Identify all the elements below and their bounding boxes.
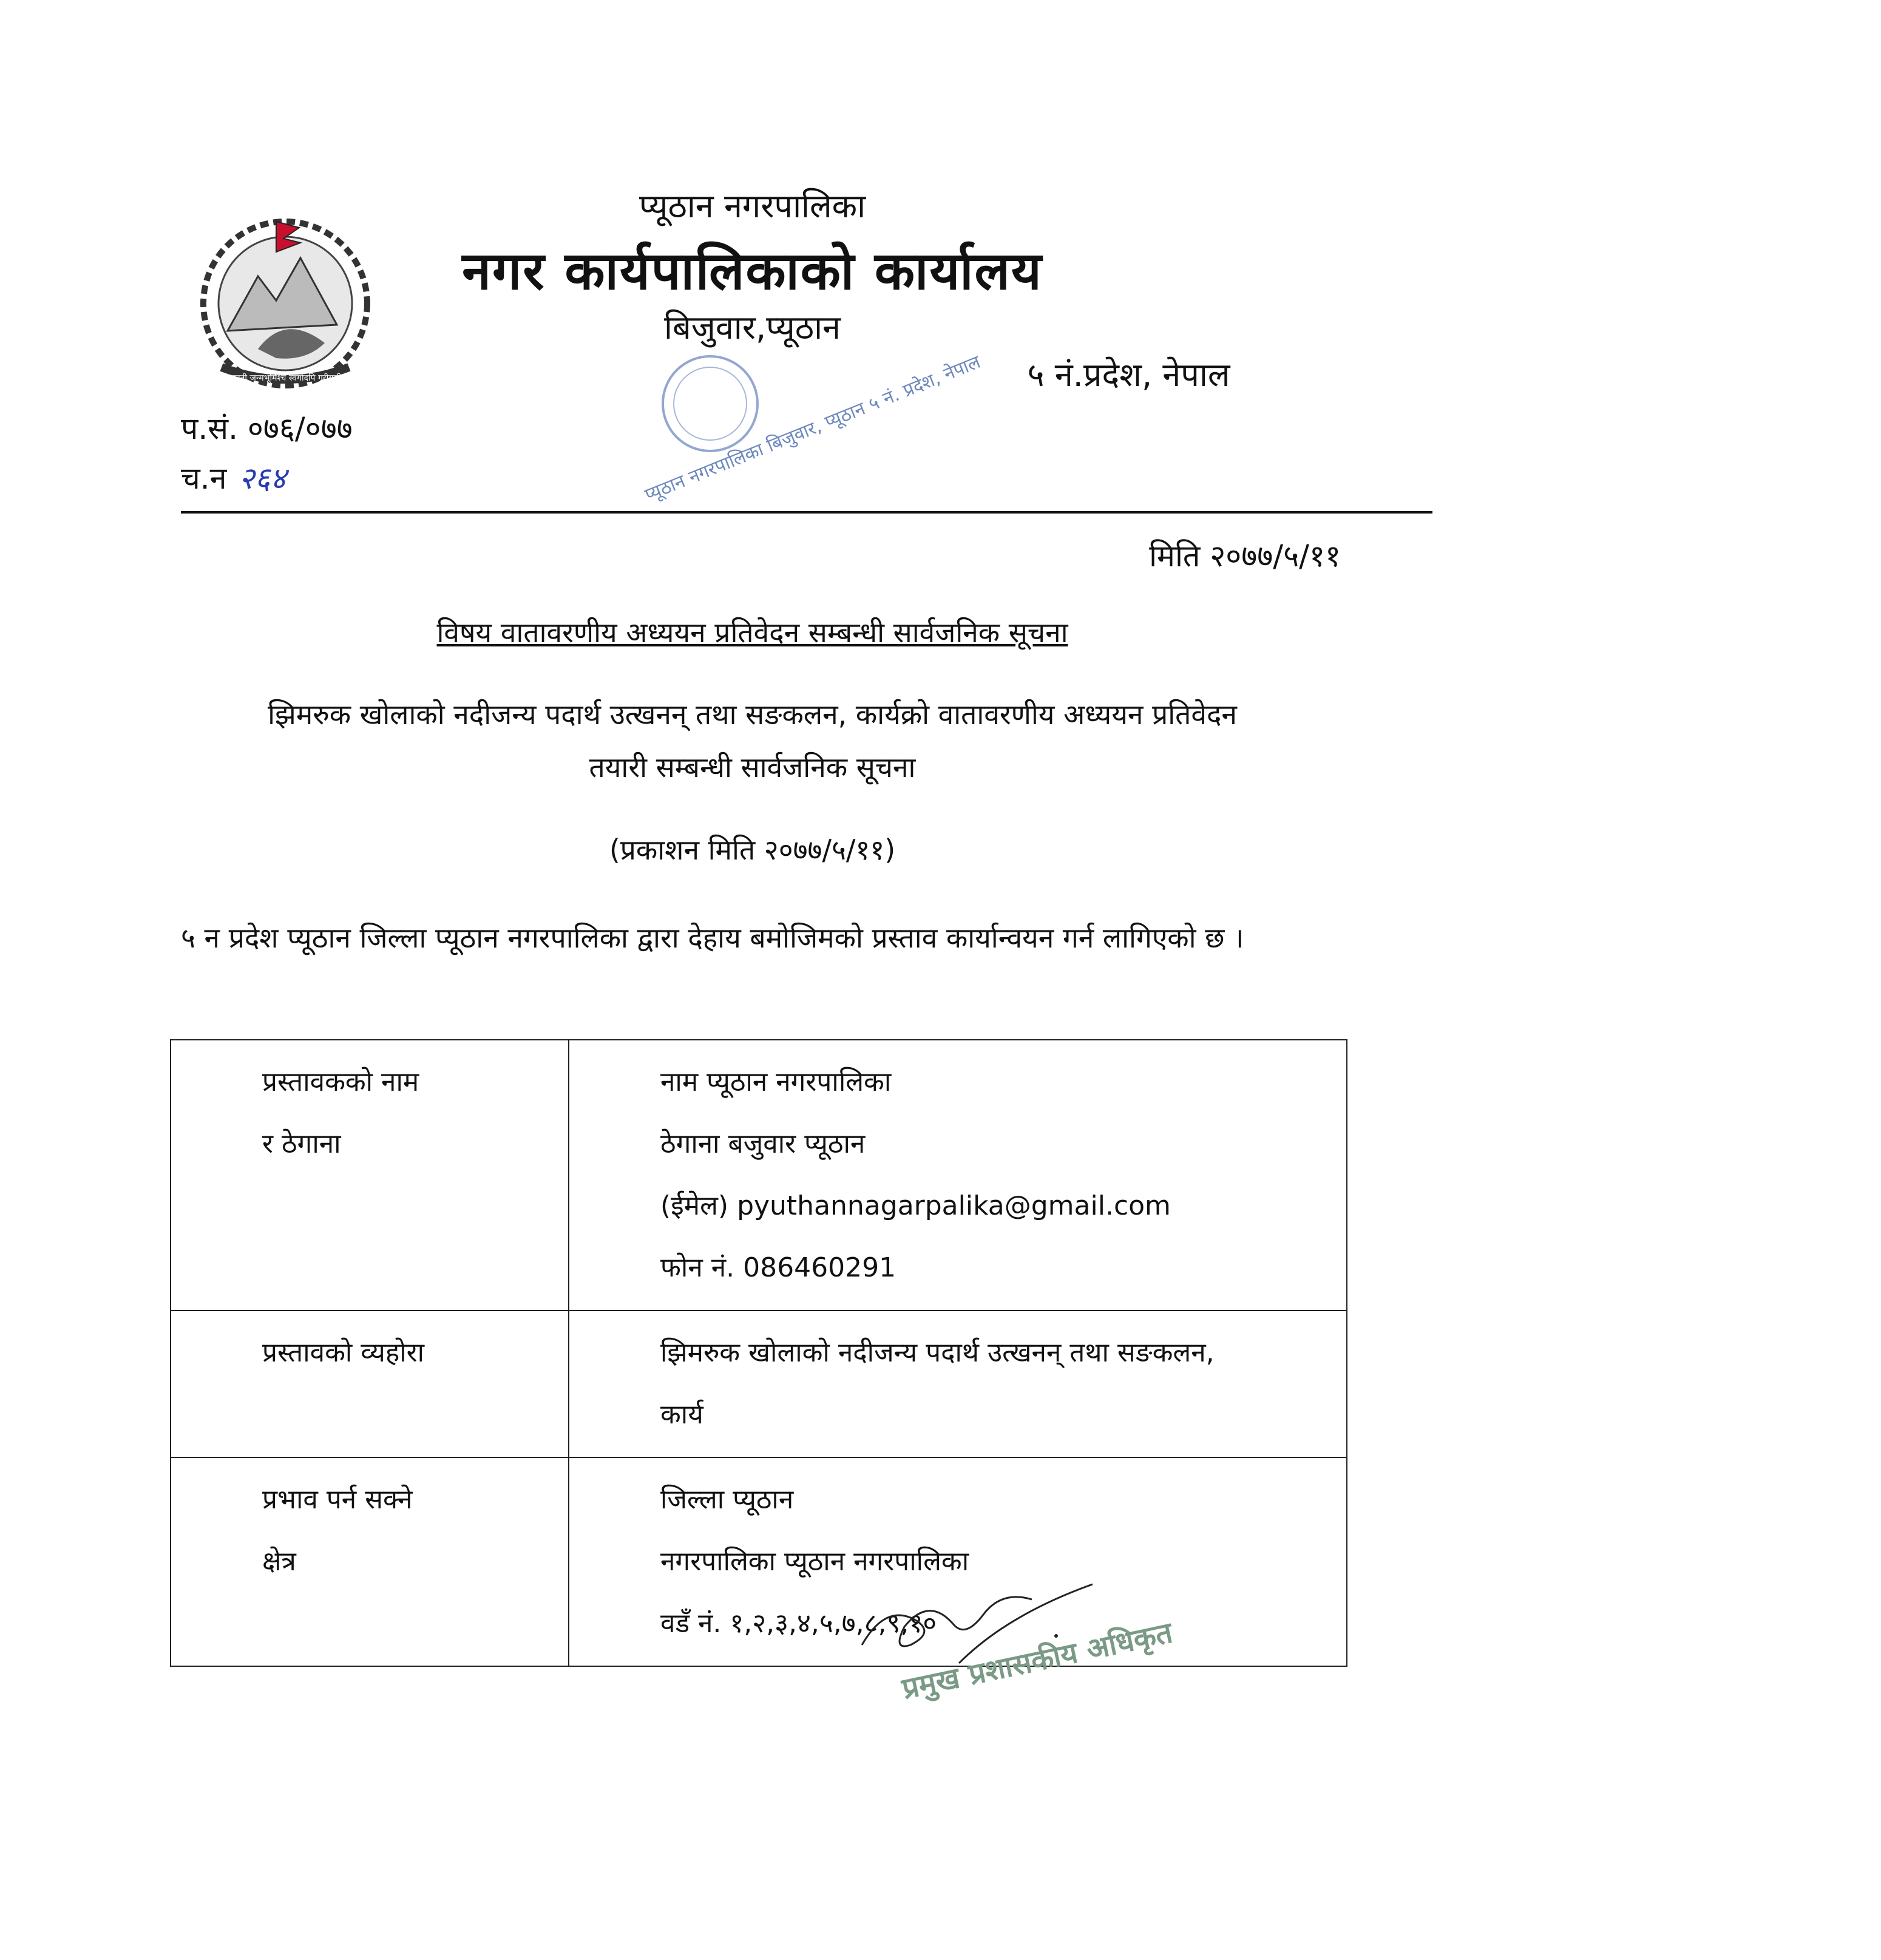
label-line: क्षेत्र <box>262 1546 296 1577</box>
label-line: र ठेगाना <box>262 1128 341 1159</box>
row-label <box>171 1457 569 1666</box>
emblem-motto: जननी जन्मभूमिश्च स्वर्गादपि गरीयसी <box>229 373 342 383</box>
letter-date: मिति २०७७/५/११ <box>1149 538 1341 574</box>
table-row <box>171 1040 1347 1311</box>
details-table <box>170 1039 1347 1667</box>
value-line: नाम प्यूठान नगरपालिका <box>660 1066 892 1097</box>
value-line: नगरपालिका प्यूठान नगरपालिका <box>660 1546 969 1577</box>
body-paragraph: ५ न प्रदेश प्यूठान जिल्ला प्यूठान नगरपालिका द्वारा देहाय बमोजिमको प्रस्ताव कार्यान्वयन गर्न लागिएको छ । <box>181 921 1244 954</box>
publication-date: (प्रकाशन मिति २०७७/५/११) <box>609 833 896 866</box>
label-line: प्रभाव पर्न सक्ने <box>262 1484 413 1515</box>
row-label <box>171 1040 569 1311</box>
row-label <box>171 1311 569 1457</box>
value-line: कार्य <box>660 1399 703 1430</box>
dispatch-prefix: च.न <box>181 461 227 496</box>
intro-line-1: झिमरुक खोलाको नदीजन्य पदार्थ उत्खनन् तथा सङकलन, कार्यक्रो वातावरणीय अध्ययन प्रतिवेदन <box>268 698 1237 731</box>
stamp-text: प्यूठान नगरपालिका बिजुवार, प्यूठान ५ नं. प्रदेश, नेपाल <box>642 351 984 506</box>
dispatch-value: २६४ <box>239 461 286 496</box>
header-divider <box>181 511 1432 514</box>
value-line: झिमरुक खोलाको नदीजन्य पदार्थ उत्खनन् तथा सङकलन, <box>660 1337 1215 1368</box>
value-line: वडँ नं. १,२,३,४,५,७,८,९,१० <box>660 1608 937 1639</box>
row-value <box>569 1311 1347 1457</box>
value-line: जिल्ला प्यूठान <box>660 1484 794 1515</box>
phone-value: फोन नं. 086460291 <box>660 1252 896 1283</box>
office-name: नगर कार्यपालिकाको कार्यालय <box>462 241 1043 302</box>
row-value <box>569 1040 1347 1311</box>
value-line: ठेगाना बजुवार प्यूठान <box>660 1128 866 1159</box>
table-row <box>171 1311 1347 1457</box>
office-stamp <box>631 337 984 521</box>
label-line: प्रस्तावकको नाम <box>262 1066 419 1097</box>
intro-line-2: तयारी सम्बन्धी सार्वजनिक सूचना <box>589 751 916 784</box>
signatory-title: प्रमुख प्रशासकीय अधिकृत <box>899 1615 1176 1706</box>
address-line-1: बिजुवार,प्यूठान <box>663 308 841 347</box>
subject-line <box>0 613 1505 651</box>
dispatch-number <box>181 456 286 498</box>
address-line-2: ५ नं.प्रदेश, नेपाल <box>1027 356 1230 394</box>
label-line: प्रस्तावको व्यहोरा <box>262 1337 424 1368</box>
reference-number: प.सं. ०७६/०७७ <box>181 411 353 446</box>
email-value: (ईमेल) pyuthannagarpalika@gmail.com <box>660 1190 1171 1221</box>
org-name: प्यूठान नगरपालिका <box>639 187 866 225</box>
subject-text: विषय वातावरणीय अध्ययन प्रतिवेदन सम्बन्धी सार्वजनिक सूचना <box>436 616 1068 649</box>
